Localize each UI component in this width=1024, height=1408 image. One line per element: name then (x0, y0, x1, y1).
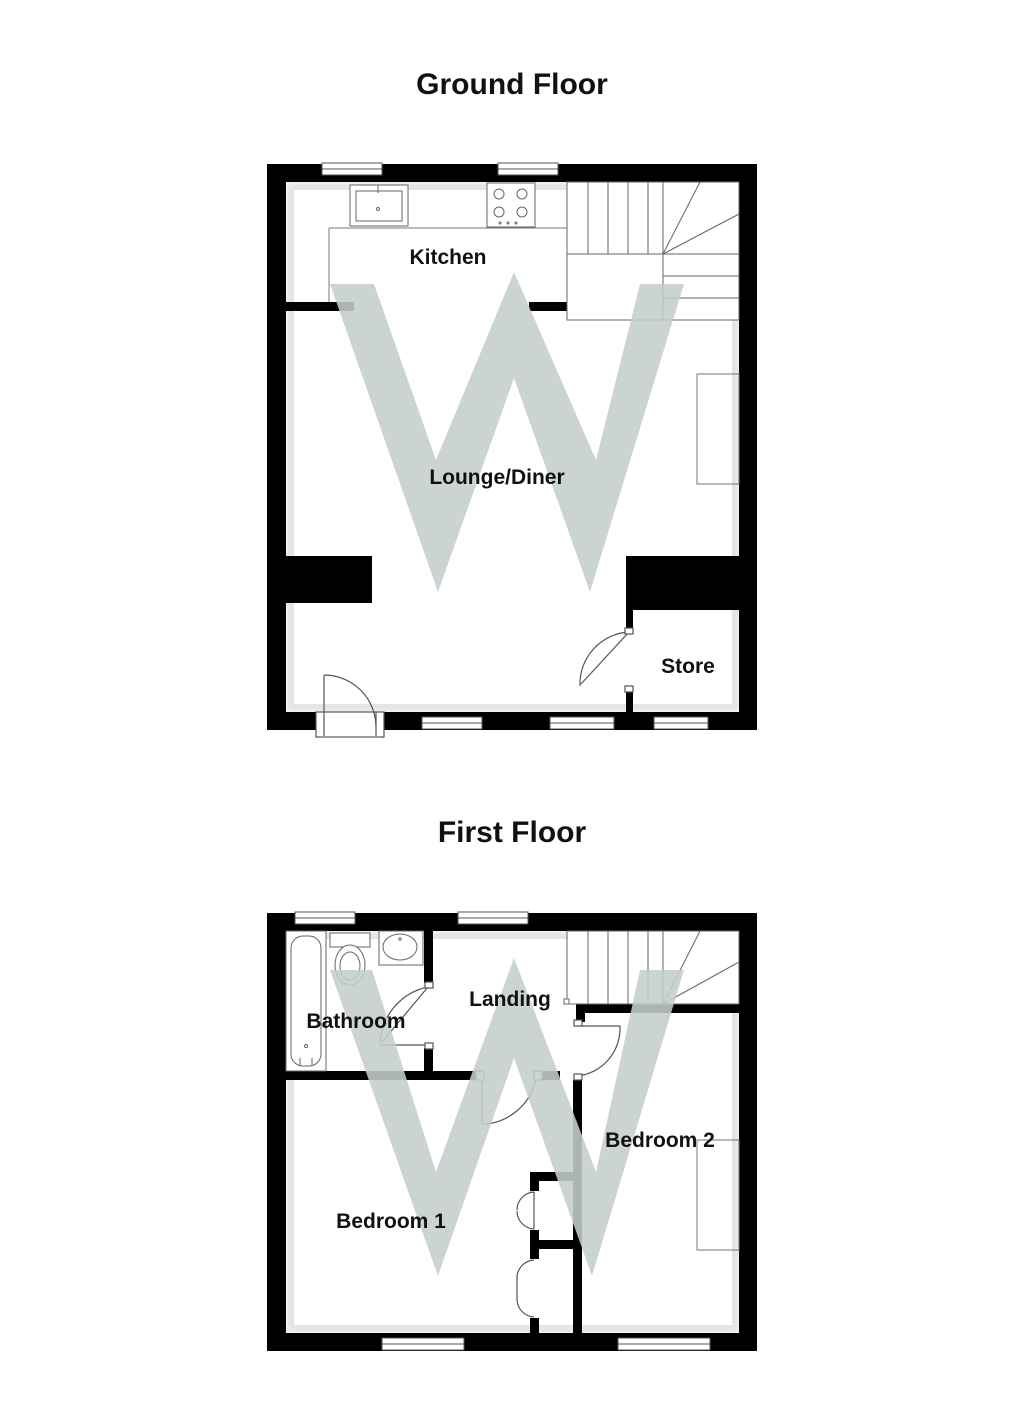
room-label-landing: Landing (469, 988, 551, 1011)
ground-floor-title: Ground Floor (416, 68, 608, 101)
room-label-kitchen: Kitchen (409, 246, 487, 269)
hob-icon (487, 183, 535, 227)
bath-icon (286, 931, 326, 1071)
ground-floor-plan (267, 163, 757, 737)
sink-icon (350, 185, 408, 226)
first-floor-title: First Floor (437, 816, 587, 849)
room-label-store: Store (661, 655, 715, 678)
room-label-bedroom-2: Bedroom 2 (605, 1129, 715, 1152)
room-label-bathroom: Bathroom (306, 1010, 406, 1033)
room-label-lounge-diner: Lounge/Diner (429, 466, 565, 489)
basin-icon (379, 931, 423, 965)
room-label-bedroom-1: Bedroom 1 (336, 1210, 446, 1233)
